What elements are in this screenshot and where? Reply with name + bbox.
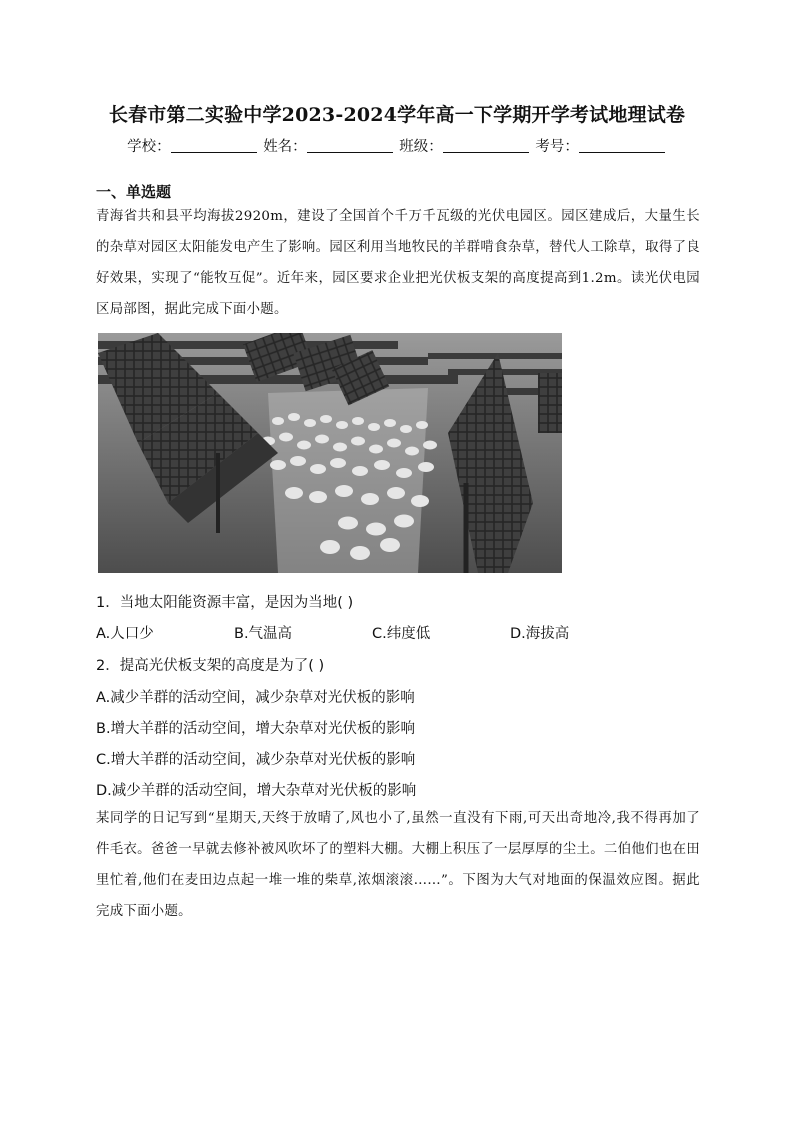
q1-option-b[interactable]: B.气温高: [234, 626, 293, 642]
q2-option-d[interactable]: D.减少羊群的活动空间，增大杂草对光伏板的影响: [96, 783, 417, 799]
exam-number-label: 考号：: [535, 139, 579, 155]
passage-1: 青海省共和县平均海拔2920m，建设了全国首个千万千瓦级的光伏电园区。园区建成后，大量生长的杂草对园区太阳能发电产生了影响。园区利用当地牧民的羊群啃食杂草，替代人工除草，取得了良好效果，实现了“能牧互促”。近年来，园区要求企业把光伏板支架的高度提高到1.2m。读光伏电园区局部图，据此完成下面小题。: [96, 209, 700, 317]
q2-option-a[interactable]: A.减少羊群的活动空间，减少杂草对光伏板的影响: [96, 690, 415, 706]
exam-number-blank: [579, 139, 665, 153]
school-blank: [171, 139, 257, 153]
q2-option-c[interactable]: C.增大羊群的活动空间，减少杂草对光伏板的影响: [96, 752, 416, 768]
passage-2: 某同学的日记写到“星期天,天终于放晴了,风也小了,虽然一直没有下雨,可天出奇地冷,我不得再加了件毛衣。爸爸一早就去修补被风吹坏了的塑料大棚。大棚上积压了一层厚厚的尘土。二伯他们也在田里忙着,他们在麦田边点起一堆一堆的柴草,浓烟滚滚……”。下图为大气对地面的保温效应图。据此完成下面小题。: [96, 811, 700, 919]
class-blank: [443, 139, 529, 153]
section-heading: 一、单选题: [96, 183, 172, 201]
name-blank: [307, 139, 393, 153]
question-1-options: [96, 622, 700, 642]
class-label: 班级：: [399, 139, 443, 155]
exam-title: 长春市第二实验中学2023-2024学年高一下学期开学考试地理试卷: [108, 104, 686, 126]
name-label: 姓名：: [263, 139, 307, 155]
school-label: 学校：: [127, 139, 171, 155]
student-info-line: [0, 135, 794, 156]
q1-option-a[interactable]: A.人口少: [96, 626, 154, 642]
q1-option-d[interactable]: D.海拔高: [510, 626, 570, 642]
question-2-stem: 2．提高光伏板支架的高度是为了( ): [96, 658, 325, 674]
question-1-stem: 1．当地太阳能资源丰富，是因为当地( ): [96, 595, 354, 611]
q1-option-c[interactable]: C.纬度低: [372, 626, 431, 642]
solar-sheep-illustration: [98, 333, 562, 573]
q2-option-b[interactable]: B.增大羊群的活动空间，增大杂草对光伏板的影响: [96, 721, 416, 737]
solar-farm-photo: [98, 333, 562, 573]
